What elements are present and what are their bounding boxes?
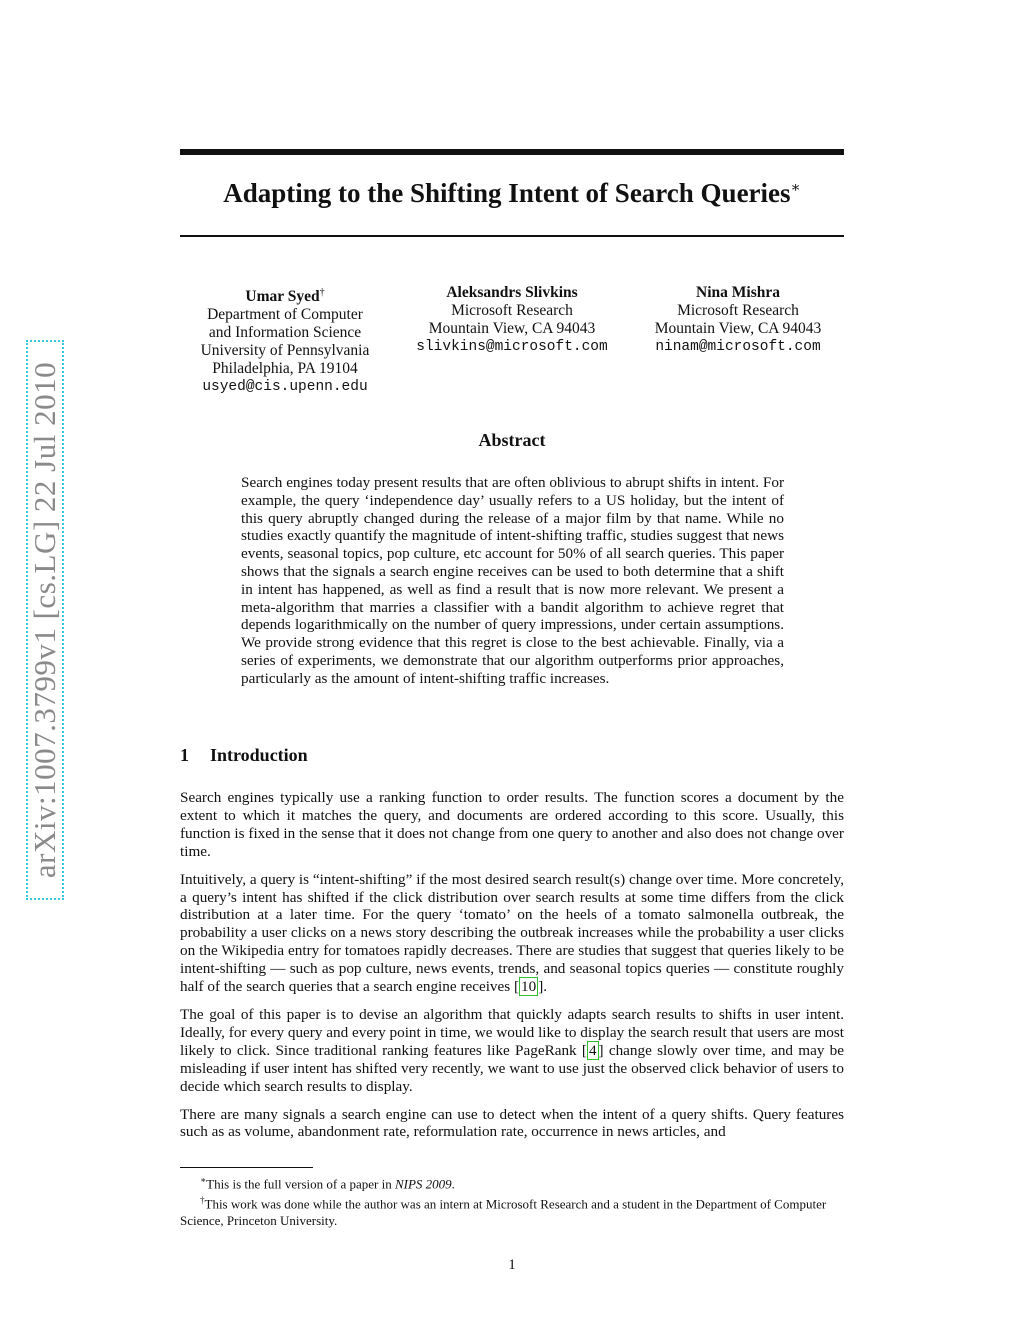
citation-link[interactable]: 4 bbox=[588, 1041, 597, 1059]
footnote-2 bbox=[180, 1192, 844, 1228]
author-affiliation-line: Department of Computer bbox=[207, 306, 363, 324]
footnote-rule bbox=[180, 1167, 313, 1168]
author-block-2 bbox=[400, 284, 624, 356]
author-name: Umar Syed† bbox=[245, 287, 325, 306]
paper-title-text: Adapting to the Shifting Intent of Search Queries bbox=[223, 178, 791, 208]
author-affiliation-line: University of Pennsylvania bbox=[200, 342, 370, 360]
author-affiliation-line: Microsoft Research bbox=[451, 302, 573, 319]
footnote-mark: † bbox=[200, 1195, 205, 1206]
footnote-1-text: This is the full version of a paper in bbox=[206, 1176, 395, 1192]
arxiv-stamp-text: arXiv:1007.3799v1 [cs.LG] 22 Jul 2010 bbox=[27, 361, 62, 879]
section-number: 1 bbox=[180, 745, 189, 765]
paragraph-3 bbox=[180, 1006, 844, 1096]
author-name: Nina Mishra bbox=[696, 284, 780, 301]
abstract-heading: Abstract bbox=[478, 430, 546, 450]
section-heading bbox=[180, 745, 308, 766]
title-top-rule bbox=[180, 149, 844, 155]
author-name: Aleksandrs Slivkins bbox=[446, 284, 578, 301]
paragraph-4: There are many signals a search engine can use to detect when the intent of a query shifts. Query features such as as volume, abandonment rate, reformulation rate, occurrence in news articles, and bbox=[180, 1105, 844, 1141]
paragraph-2 bbox=[180, 871, 844, 996]
footnote-1-end: . bbox=[451, 1176, 455, 1192]
citation-link[interactable]: 10 bbox=[521, 978, 537, 996]
author-affiliation-line: Microsoft Research bbox=[677, 302, 799, 319]
abstract-text: Search engines today present results that are often oblivious to abrupt shifts in intent. For example, the query ‘independence day’ usually refers to a US holiday, but the intent of this query abruptly changed during the release of a major film by that name. While no studies exactly quantify the magnitude of intent-shifting traffic, studies suggest that news events, seasonal topics, pop culture, etc account for 50% of all search queries. This paper shows that the signals a search engine receives can be used to both determine that a shift in intent has happened, as well as find a result that is now more relevant. We present a meta-algorithm that marries a classifier with a bandit algorithm to achieve regret that depends logarithmically on the number of query impressions, under certain assumptions. We provide strong evidence that this regret is close to the best achievable. Finally, via a series of experiments, we demonstrate that our algorithm outperforms prior approaches, particularly as the amount of intent-shifting traffic increases. bbox=[241, 474, 784, 687]
paragraph-2-tail: ]. bbox=[538, 978, 548, 996]
paragraph-3-text: The goal of this paper is to devise an algorithm that quickly adapts search results to shifts in user intent. Ideally, for every query and every point in time, we would like to display the search result that users are most likely to click. Since traditional ranking features like PageRank [ bbox=[180, 1005, 844, 1059]
paragraph-3-tail: ] change slowly over time, and may be misleading if user intent has shifted very recently, we want to use just the observed click behavior of users to decide which search results to display. bbox=[180, 1041, 844, 1095]
footnote-2-text: This work was done while the author was an intern at Microsoft Research and a student in the Department of Computer Science, Princeton University. bbox=[180, 1196, 827, 1228]
author-email: usyed@cis.upenn.edu bbox=[202, 379, 368, 396]
author-email: ninam@microsoft.com bbox=[655, 339, 821, 355]
title-footnote-mark: ∗ bbox=[790, 180, 801, 196]
footnote-mark: ∗ bbox=[200, 1175, 207, 1185]
paragraph-2-text: Intuitively, a query is “intent-shifting” if the most desired search result(s) change over time. More concretely, a query’s intent has shifted if the click distribution over search results at some time differs from the click distribution at a later time. For the query ‘tomato’ on the heels of a tomato salmonella outbreak, the probability a user clicks on a news story describing the outbreak increases while the probability a user clicks on the Wikipedia entry for tomatoes rapidly decreases. There are studies that suggest that queries likely to be intent-shifting — such as pop culture, news events, trends, and seasonal topics queries — constitute roughly half of the search queries that a search engine receives [ bbox=[180, 870, 844, 996]
author-email: slivkins@microsoft.com bbox=[416, 339, 608, 355]
paragraph-1: Search engines typically use a ranking function to order results. The function scores a document by the extent to which it matches the query, and documents are ordered according to this score. Usually, this function is fixed in the sense that it does not change from one query to another and also does not change over time. bbox=[180, 789, 844, 860]
author-affiliation-line: and Information Science bbox=[208, 324, 362, 342]
author-affiliation-line: Mountain View, CA 94043 bbox=[428, 320, 596, 337]
section-title: Introduction bbox=[210, 745, 308, 765]
footnote-1 bbox=[180, 1172, 844, 1192]
author-affiliation-line: Mountain View, CA 94043 bbox=[654, 320, 822, 337]
author-block-1 bbox=[180, 284, 390, 396]
footnote-1-venue: NIPS 2009 bbox=[394, 1176, 452, 1192]
author-footnote-mark: † bbox=[319, 287, 325, 298]
page-number: 1 bbox=[508, 1257, 516, 1273]
author-block-3 bbox=[636, 284, 840, 356]
paper-title bbox=[180, 178, 844, 209]
author-affiliation-line: Philadelphia, PA 19104 bbox=[212, 360, 358, 378]
introduction-body bbox=[180, 789, 844, 1151]
footnotes bbox=[180, 1172, 844, 1229]
title-bottom-rule bbox=[180, 235, 844, 237]
